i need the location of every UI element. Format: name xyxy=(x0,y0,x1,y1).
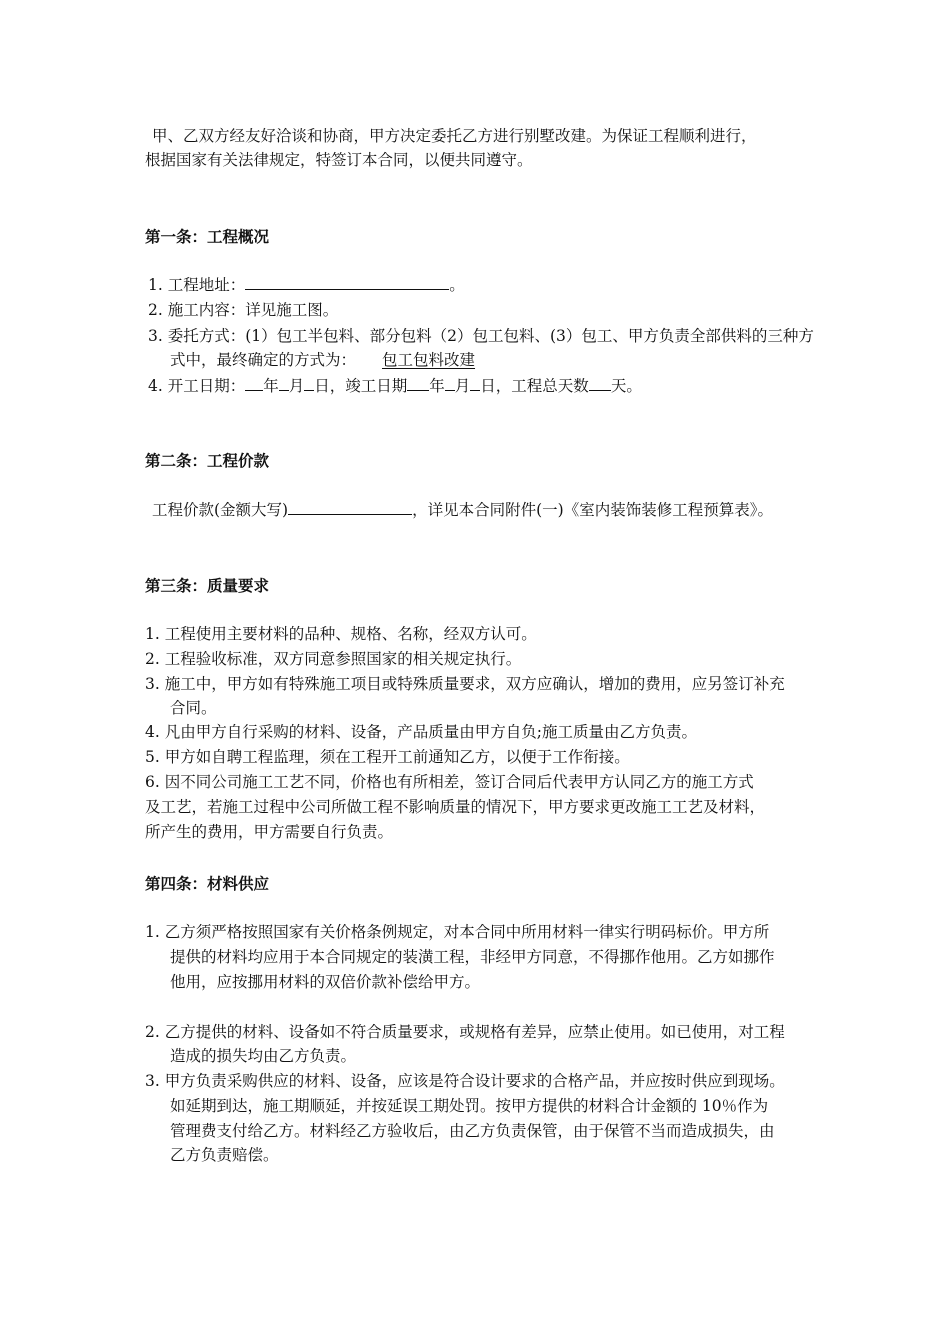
price-label: 工程价款(金额大写) xyxy=(152,501,289,519)
article-1-item-3-line-1: 3. 委托方式：(1）包工半包料、部分包料（2）包工包料、(3）包工、甲方负责全部供料的三种方 xyxy=(148,327,814,345)
project-address-label: 1. 工程地址： xyxy=(148,276,246,294)
article-3-item-4: 4. 凡由甲方自行采购的材料、设备，产品质量由甲方自负;施工质量由乙方负责。 xyxy=(145,723,697,741)
article-2-price-line xyxy=(152,497,773,522)
intro-line-2: 根据国家有关法律规定，特签订本合同，以便共同遵守。 xyxy=(145,151,533,169)
end-day-blank xyxy=(470,373,480,391)
article-4-item-3-line-3: 管理费支付给乙方。材料经乙方验收后，由乙方负责保管，由于保管不当而造成损失，由 xyxy=(170,1122,775,1140)
article-3-item-2: 2. 工程验收标准，双方同意参照国家的相关规定执行。 xyxy=(145,650,522,668)
end-year-blank xyxy=(407,373,429,391)
start-year-blank xyxy=(245,373,263,391)
article-3-item-5: 5. 甲方如自聘工程监理，须在工程开工前通知乙方，以便于工作衔接。 xyxy=(145,748,630,766)
article-1-item-1 xyxy=(148,272,465,297)
article-1-item-4 xyxy=(148,373,642,398)
article-4-item-3-line-4: 乙方负责赔偿。 xyxy=(170,1146,279,1164)
total-days-blank xyxy=(589,373,611,391)
start-date-label: 4. 开工日期： xyxy=(148,377,246,395)
contract-method-value: 包工包料改建 xyxy=(382,351,476,369)
article-4-item-3-line-1: 3. 甲方负责采购供应的材料、设备，应该是符合设计要求的合格产品，并应按时供应到现场。 xyxy=(145,1072,785,1090)
start-day-blank xyxy=(304,373,314,391)
article-3-item-3-line-2: 合同。 xyxy=(170,699,217,717)
price-attachment-text: ，详见本合同附件(一)《室内装饰装修工程预算表》。 xyxy=(412,501,773,519)
article-4-item-1-line-2: 提供的材料均应用于本合同规定的装潢工程，非经甲方同意，不得挪作他用。乙方如挪作 xyxy=(170,948,775,966)
article-3-item-6-line-2: 及工艺，若施工过程中公司所做工程不影响质量的情况下，甲方要求更改施工工艺及材料， xyxy=(145,798,766,816)
article-4-item-1-line-1: 1. 乙方须严格按照国家有关价格条例规定，对本合同中所用材料一律实行明码标价。甲方所 xyxy=(145,923,770,941)
article-4-item-3-line-2: 如延期到达，施工期顺延，并按延误工期处罚。按甲方提供的材料合计金额的 10％作为 xyxy=(170,1097,769,1115)
article-4-item-2-line-1: 2. 乙方提供的材料、设备如不符合质量要求，或规格有差异，应禁止使用。如已使用，对工程 xyxy=(145,1023,785,1041)
article-3-item-1: 1. 工程使用主要材料的品种、规格、名称，经双方认可。 xyxy=(145,625,537,643)
end-month-blank xyxy=(445,373,455,391)
article-4-item-1-line-3: 他用，应按挪用材料的双倍价款补偿给甲方。 xyxy=(170,973,481,991)
price-amount-blank xyxy=(288,497,412,515)
intro-line-1: 甲、乙双方经友好洽谈和协商，甲方决定委托乙方进行别墅改建。为保证工程顺利进行， xyxy=(152,127,757,145)
end-date-label: 日，竣工日期 xyxy=(314,377,408,395)
article-1-item-3-line-2 xyxy=(170,348,515,372)
project-address-suffix: 。 xyxy=(449,276,465,294)
total-days-label: 日，工程总天数 xyxy=(480,377,589,395)
end-month-text: 月 xyxy=(454,377,471,395)
article-3-heading: 第三条：质量要求 xyxy=(145,576,270,595)
article-3-item-3-line-1: 3. 施工中，甲方如有特殊施工项目或特殊质量要求，双方应确认，增加的费用，应另签订补充 xyxy=(145,675,785,693)
article-1-item-2: 2. 施工内容：详见施工图。 xyxy=(148,301,339,319)
article-2-heading: 第二条：工程价款 xyxy=(145,451,270,470)
article-4-item-2-line-2: 造成的损失均由乙方负责。 xyxy=(170,1047,357,1065)
month-text: 月 xyxy=(288,377,305,395)
project-address-blank xyxy=(245,272,449,290)
contract-method-label: 式中，最终确定的方式为： xyxy=(170,351,357,369)
year-text: 年 xyxy=(263,377,279,395)
end-year-text: 年 xyxy=(429,377,445,395)
article-3-item-6-line-1: 6. 因不同公司施工工艺不同，价格也有所相差，签订合同后代表甲方认同乙方的施工方式 xyxy=(145,773,754,791)
start-month-blank xyxy=(279,373,289,391)
article-1-heading: 第一条：工程概况 xyxy=(145,227,270,246)
article-3-item-6-line-3: 所产生的费用，甲方需要自行负责。 xyxy=(145,823,394,841)
article-4-heading: 第四条：材料供应 xyxy=(145,874,270,893)
days-suffix: 天。 xyxy=(610,377,642,395)
